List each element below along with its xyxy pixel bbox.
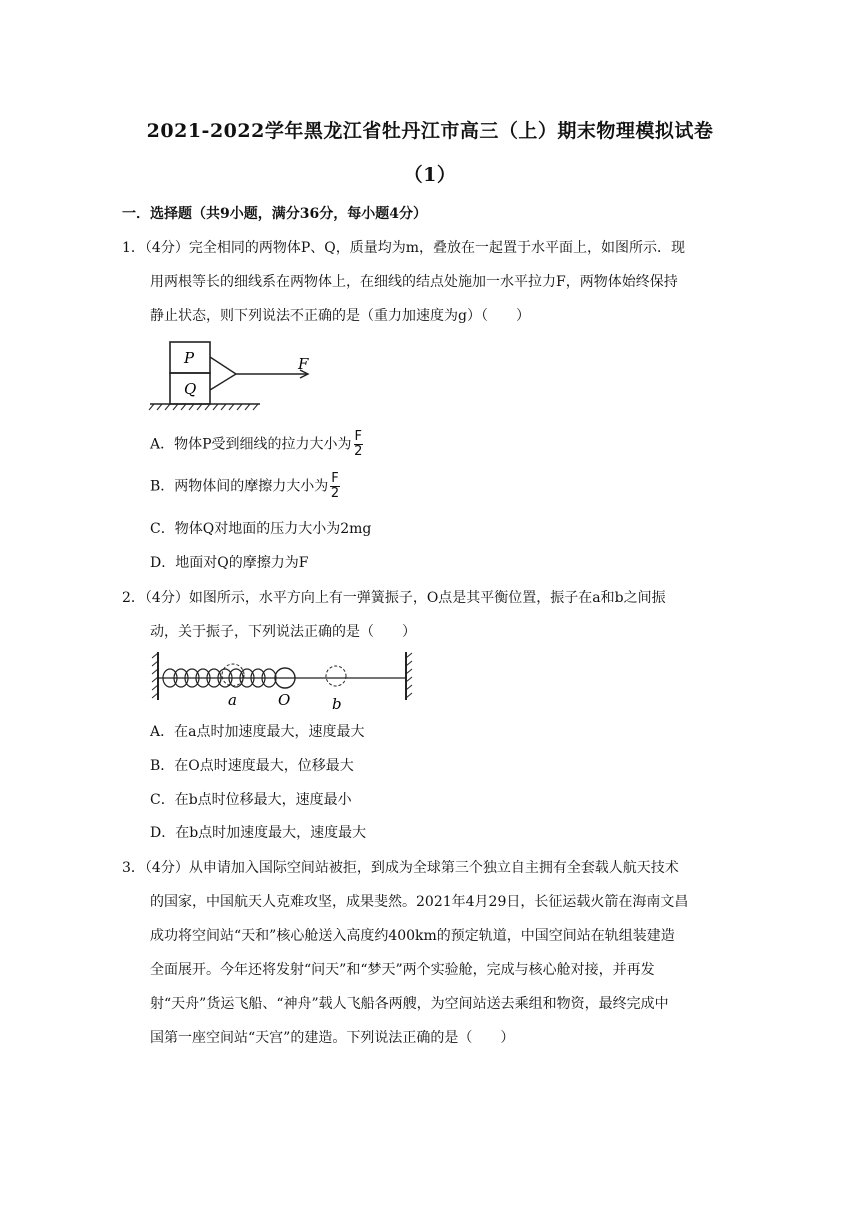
question-1-option-b bbox=[150, 472, 340, 501]
question-3-line-6: 国第一座空间站“天宫”的建造。下列说法正确的是（ ） bbox=[150, 1030, 515, 1046]
option-text: B．两物体间的摩擦力大小为 bbox=[150, 478, 329, 495]
question-2-option-c: C．在b点时位移最大，速度最小 bbox=[150, 792, 352, 808]
question-2-figure bbox=[150, 650, 416, 712]
option-text: A．物体P受到细线的拉力大小为 bbox=[150, 436, 352, 453]
question-1-option-d: D．地面对Q的摩擦力为F bbox=[150, 555, 309, 571]
question-3-line-5: 射“天舟”货运飞船、“神舟”载人飞船各两艘，为空间站送去乘组和物资，最终完成中 bbox=[150, 996, 669, 1012]
question-1-option-c: C．物体Q对地面的压力大小为2mg bbox=[150, 521, 372, 537]
question-3-line-4: 全面展开。今年还将发射“问天”和“梦天”两个实验舱，完成与核心舱对接，并再发 bbox=[150, 962, 655, 978]
label-p: P bbox=[184, 349, 195, 367]
question-2-line-1: 2．（4分）如图所示，水平方向上有一弹簧振子，O点是其平衡位置，振子在a和b之间振 bbox=[122, 590, 666, 606]
question-1-line-1: 1．（4分）完全相同的两物体P、Q，质量均为m，叠放在一起置于水平面上，如图所示．现 bbox=[122, 240, 685, 256]
question-1-figure bbox=[148, 338, 328, 413]
label-q: Q bbox=[184, 380, 197, 398]
string-lines bbox=[210, 357, 236, 390]
exam-title: 2021-2022学年黑龙江省牡丹江市高三（上）期末物理模拟试卷 bbox=[146, 120, 714, 142]
question-3-line-3: 成功将空间站“天和”核心舱送入高度约400km的预定轨道，中国空间站在轨组装建造 bbox=[150, 928, 675, 944]
position-b-circle bbox=[326, 666, 346, 686]
label-a: a bbox=[228, 691, 237, 709]
question-3-line-2: 的国家，中国航天人克难攻坚，成果斐然。2021年4月29日，长征运载火箭在海南文昌 bbox=[150, 894, 689, 910]
label-o: O bbox=[278, 691, 291, 709]
question-1-line-2: 用两根等长的细线系在两物体上，在细线的结点处施加一水平拉力F，两物体始终保持 bbox=[150, 274, 678, 290]
section-heading: 一．选择题（共9小题，满分36分，每小题4分） bbox=[122, 206, 427, 222]
fraction: $\frac{F}{2}$ bbox=[354, 429, 363, 459]
question-2-option-a: A．在a点时加速度最大，速度最大 bbox=[150, 724, 365, 740]
question-2-option-b: B．在O点时速度最大，位移最大 bbox=[150, 758, 354, 774]
question-2-option-d: D．在b点时加速度最大，速度最大 bbox=[150, 825, 367, 841]
question-2-line-2: 动，关于振子，下列说法正确的是（ ） bbox=[150, 624, 416, 640]
label-f: F bbox=[298, 355, 309, 373]
label-b: b bbox=[332, 695, 342, 712]
fraction: $\frac{F}{2}$ bbox=[330, 471, 340, 501]
exam-title-number: （1） bbox=[403, 164, 457, 186]
question-1-option-a bbox=[150, 430, 363, 459]
question-1-line-3: 静止状态，则下列说法不正确的是（重力加速度为g）（ ） bbox=[150, 308, 530, 324]
question-3-line-1: 3．（4分）从申请加入国际空间站被拒，到成为全球第三个独立自主拥有全套载人航天技术 bbox=[122, 860, 679, 876]
ground-hatch bbox=[149, 404, 258, 410]
